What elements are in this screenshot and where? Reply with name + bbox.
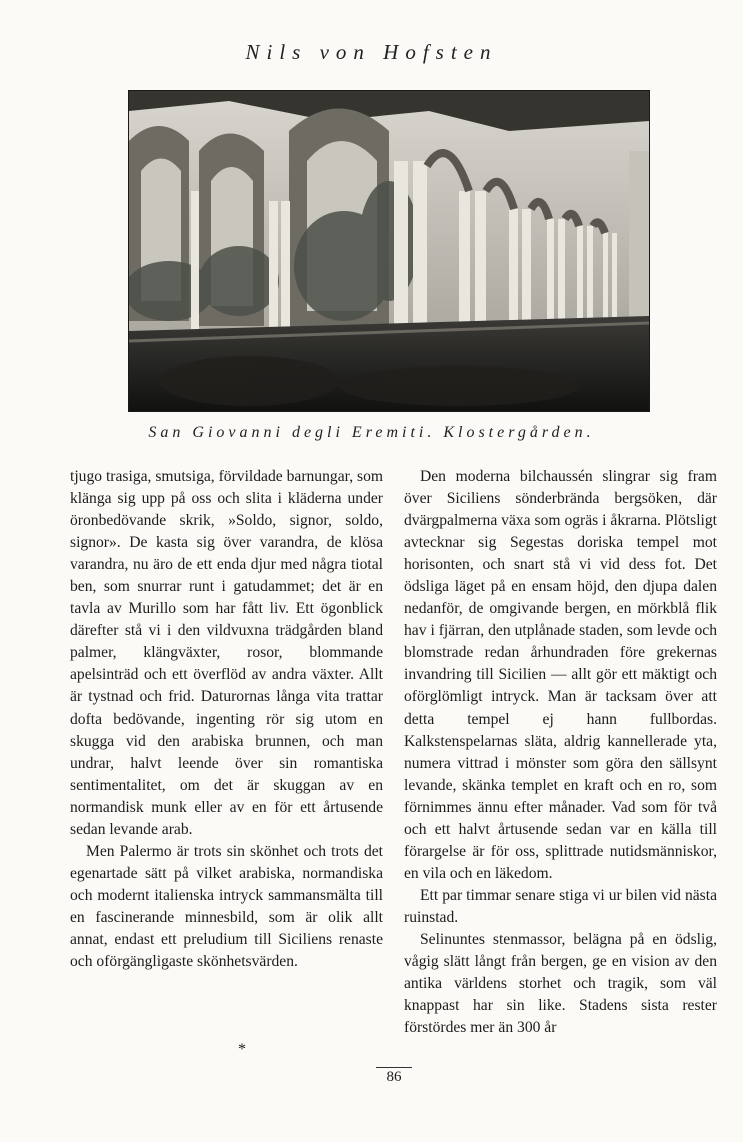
paragraph: Men Palermo är trots sin skönhet och trots det egenartade sätt på vilket arabiska, normandiska och modernt italienska intryck sammansmälta till en fascinerande minnesbild, som är olik allt annat, endast ett preludium till Siciliens renaste och oförgängligaste skönhetsvärden.: [70, 842, 383, 971]
figure-caption: San Giovanni degli Eremiti. Klostergården.: [148, 424, 595, 441]
page-number-rule: [376, 1067, 412, 1068]
right-text-column: [404, 466, 717, 1039]
section-break-asterisk: *: [238, 1041, 246, 1058]
cloister-illustration: [129, 91, 649, 411]
running-head: Nils von Hofsten: [245, 40, 498, 64]
paragraph: Ett par timmar senare stiga vi ur bilen vid nästa ruinstad.: [404, 886, 717, 926]
cloister-photograph: [128, 90, 650, 412]
paragraph: Selinuntes stenmassor, belägna på en ödslig, vågig slätt långt från bergen, ge en vision av den antika världens storhet och tragik, som väl knappast har sin like. Stadens sista rester förstördes mer än 300 år: [404, 930, 717, 1037]
paragraph: Den moderna bilchaussén slingrar sig fram över Siciliens sönderbrända bergsöken, där dvärgpalmerna växa som ogräs i åkrarna. Plötsligt avtecknar sig Segestas doriska tempel mot horisonten, och snart stå vi vid dess fot. Det ödsliga läget på en ensam höjd, den djupa dalen nedanför, de omgivande bergen, en mörkblå flik hav i fjärran, den utplånade staden, som levde och blomstrade redan århundraden före grekernas invandring till Sicilien — allt gör ett mäktigt och oförglömligt intryck. Man är tacksam över att detta tempel ej hann fullbordas. Kalkstenspelarnas släta, aldrig kannellerade yta, numera vittrad i mönster som göra den sällsynt levande, skänka templet en kraft och en ro, som förnimmes ännu efter månader. Vad som för två och ett halvt årtusende sedan var en källa till förargelse är för oss, splittrade nutidsmänniskor, en vila och en läkedom.: [404, 468, 717, 882]
paragraph: tjugo trasiga, smutsiga, förvildade barnungar, som klänga sig upp på oss och slita i kläderna under öronbedövande skrik, »Soldo, signor, soldo, signor». De kasta sig över varandra, de klösa varandra, nu äro de ett enda djur med några tiotal ben, som snurrar runt i gatudammet; det är en tavla av Murillo som har fått liv. Ett ögonblick därefter stå vi i den vildvuxna trädgården bland palmer, klängväxter, rosor, blommande apelsinträd och ett överflöd av andra växter. Allt är tystnad och frid. Daturornas långa vita trattar dofta bedövande, ingenting rör sig utom en skugga vid den arabiska brunnen, och man undrar, halvt leende över sin romantiska sentimentalitet, om det är skuggan av en normandisk munk eller av en för ett årtusende sedan levande arab.: [70, 468, 383, 838]
left-text-column: [70, 466, 383, 973]
page-number: 86: [386, 1069, 402, 1085]
